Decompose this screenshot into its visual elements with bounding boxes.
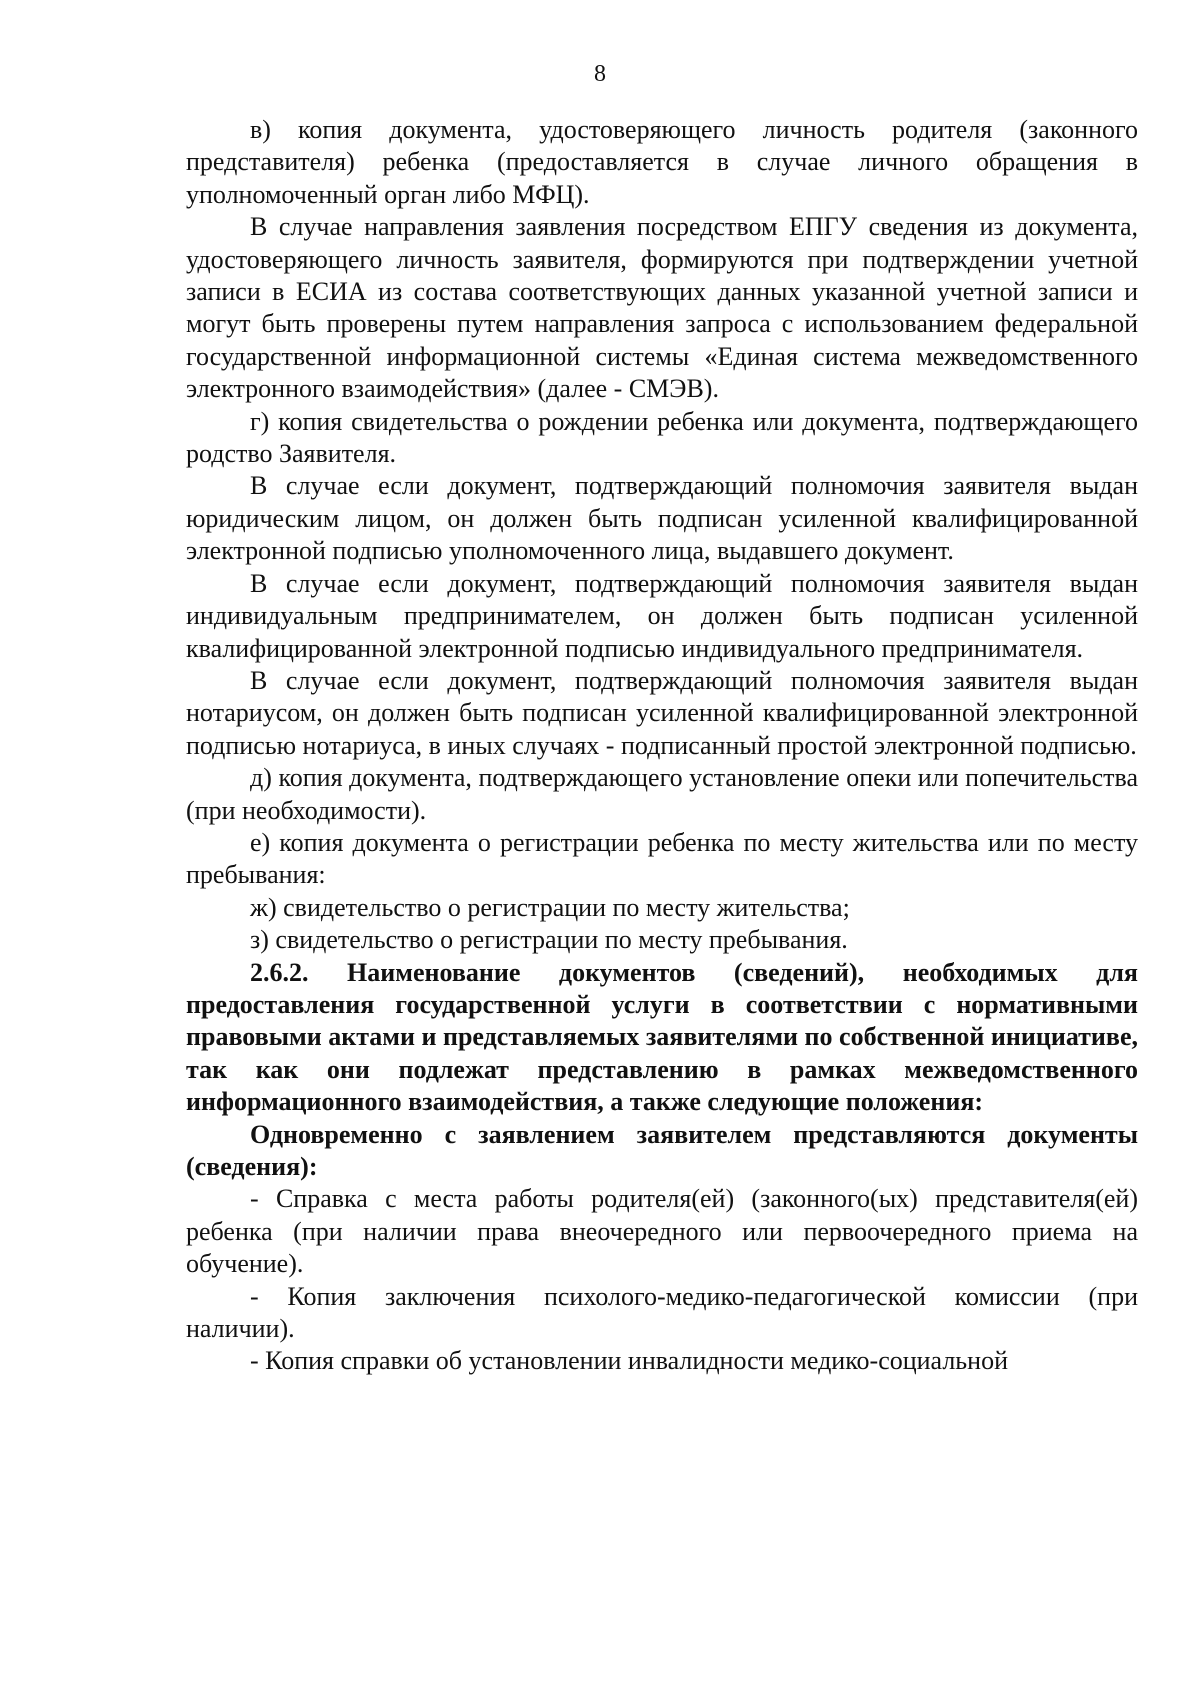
paragraph-epgu-note: В случае направления заявления посредством ЕПГУ сведения из документа, удостоверяющего личность заявителя, формируются при подтверждении учетной записи в ЕСИА из состава соответствующих данных указанной учетной записи и могут быть проверены путем направления запроса с использованием федеральной государственной информационной системы «Единая система межведомственного электронного взаимодействия» (далее - СМЭВ). (186, 212, 1138, 404)
paragraph-item-zh: ж) свидетельство о регистрации по месту жительства; (250, 892, 850, 922)
paragraph-legal-entity-note: В случае если документ, подтверждающий полномочия заявителя выдан юридическим лицом, он должен быть подписан усиленной квалифицированной электронной подписью уполномоченного лица, выдавшего документ. (186, 471, 1138, 566)
paragraph-notary-note: В случае если документ, подтверждающий полномочия заявителя выдан нотариусом, он должен быть подписан усиленной квалифицированной электронной подписью нотариуса, в иных случаях - подписанный простой электронной подписью. (186, 665, 1138, 760)
section-heading-2-6-2: 2.6.2. Наименование документов (сведений), необходимых для предоставления государственной услуги в соответствии с нормативными правовыми актами и представляемых заявителями по собственной инициативе, так как они подлежат представлению в рамках межведомственного информационного взаимодействия, а также следующие положения: (186, 957, 1138, 1117)
paragraph-disability-certificate: - Копия справки об установлении инвалидности медико-социальной (250, 1346, 1008, 1376)
paragraph-pmpk-conclusion: - Копия заключения психолого-медико-педагогической комиссии (при наличии). (186, 1281, 1138, 1344)
paragraph-entrepreneur-note: В случае если документ, подтверждающий полномочия заявителя выдан индивидуальным предпринимателем, он должен быть подписан усиленной квалифицированной электронной подписью индивидуального предпринимателя. (186, 568, 1138, 663)
paragraph-item-e: е) копия документа о регистрации ребенка по месту жительства или по месту пребывания: (186, 827, 1138, 890)
document-body (186, 114, 1138, 1378)
paragraph-documents-intro: Одновременно с заявлением заявителем представляются документы (сведения): (186, 1119, 1138, 1181)
paragraph-item-z: з) свидетельство о регистрации по месту пребывания. (250, 925, 848, 955)
paragraph-item-v: в) копия документа, удостоверяющего личность родителя (законного представителя) ребенка (предоставляется в случае личного обращения в уполномоченный орган либо МФЦ). (186, 115, 1138, 209)
paragraph-item-d: д) копия документа, подтверждающего установление опеки или попечительства (при необходимости). (186, 763, 1138, 825)
paragraph-item-g: г) копия свидетельства о рождении ребенка или документа, подтверждающего родство Заявителя. (186, 406, 1138, 469)
paragraph-work-certificate: - Справка с места работы родителя(ей) (законного(ых) представителя(ей) ребенка (при наличии права внеочередного или первоочередного приема на обучение). (186, 1184, 1138, 1279)
page-number: 8 (594, 61, 606, 87)
